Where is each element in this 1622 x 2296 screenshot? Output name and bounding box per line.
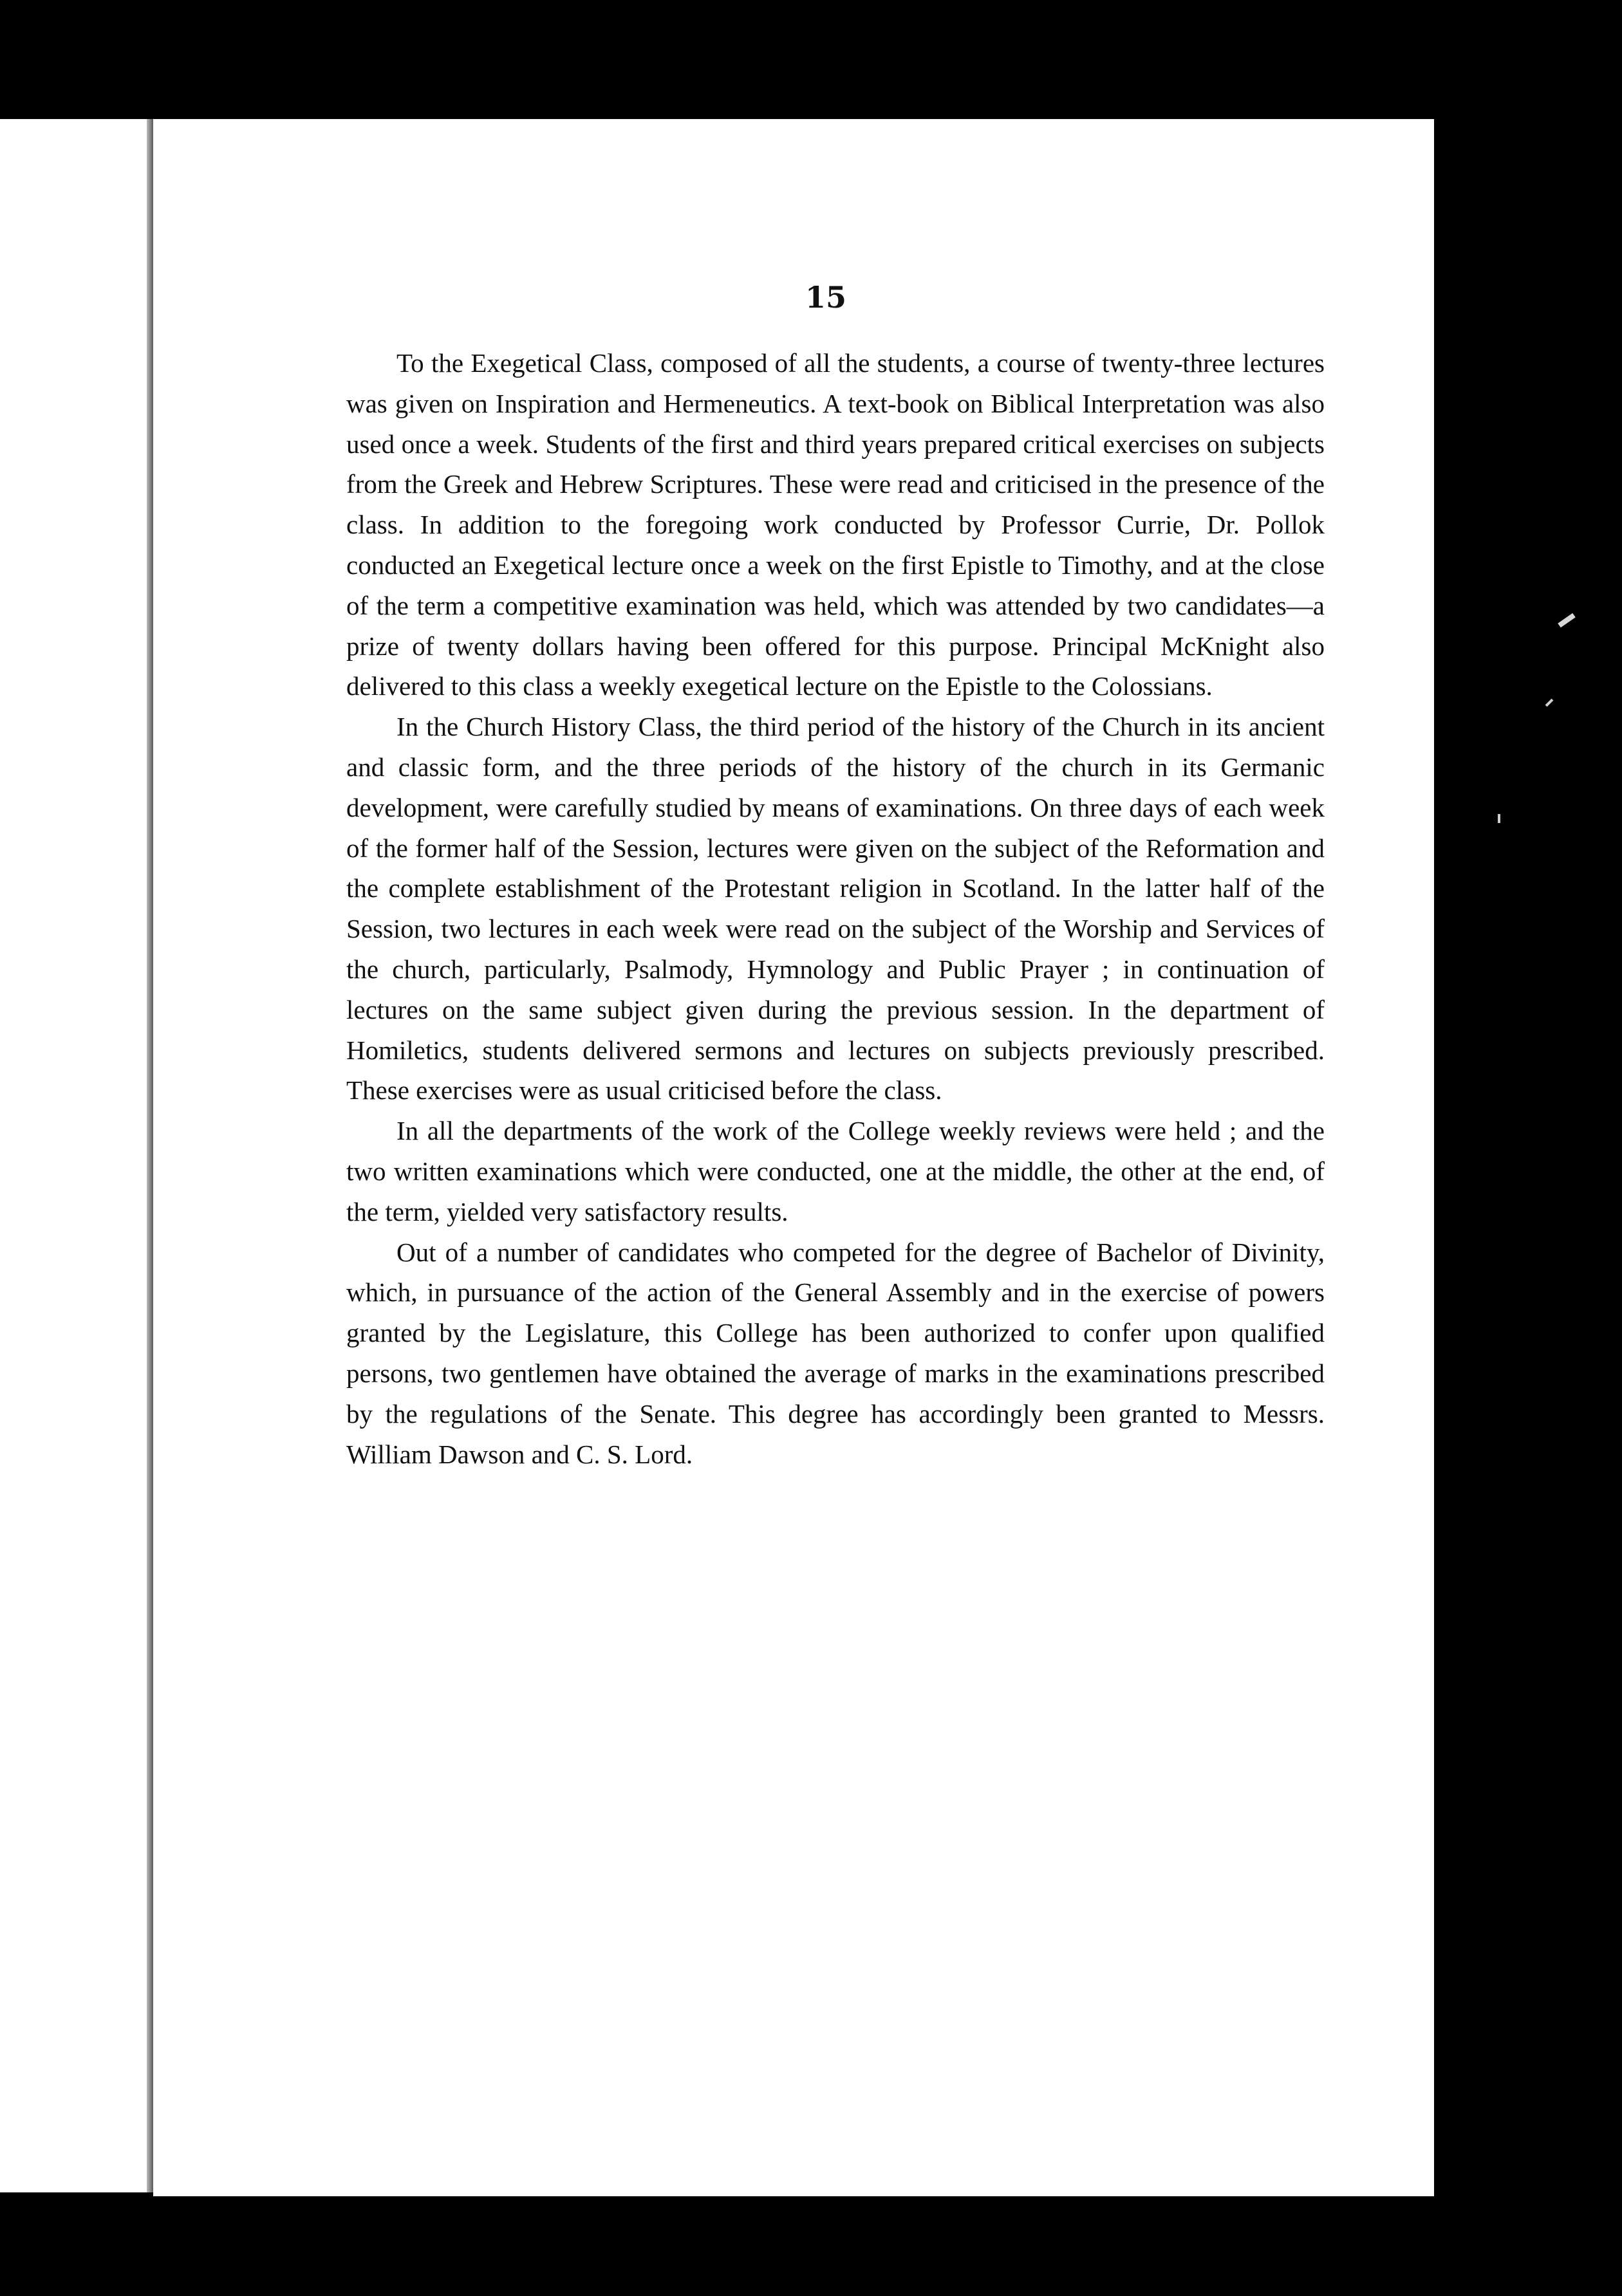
paragraph-college-reviews: In all the departments of the work of the College weekly reviews were held ; and the two written examinations which were conducted, one at the middle, the other at the end, of the term, yielded very satisfactory results. <box>346 1116 1325 1227</box>
body-text <box>346 343 1325 1474</box>
paragraph-exegetical-class: To the Exegetical Class, composed of all the students, a course of twenty-three lectures was given on Inspiration and Hermeneutics. A text-book on Biblical Interpretation was also used once a week. Students of the first and third years prepared critical exercises on subjects from the Greek and Hebrew Scriptures. These were read and criticised in the presence of the class. In addition to the foregoing work conducted by Professor Currie, Dr. Pollok conducted an Exegetical lecture once a week on the first Epistle to Timothy, and at the close of the term a competitive examination was held, which was attended by two candidates—a prize of twenty dollars having been offered for this purpose. Principal McKnight also delivered to this class a weekly exegetical lecture on the Epistle to the Colossians. <box>346 348 1325 701</box>
page-number: 15 <box>805 280 846 315</box>
left-page-edge <box>0 119 149 2192</box>
paragraph-bachelor-of-divinity: Out of a number of candidates who competed for the degree of Bachelor of Divinity, which, in pursuance of the action of the General Assembly and in the exercise of powers granted by the Legislature, this College has been authorized to confer upon qualified persons, two gentlemen have obtained the average of marks in the examinations prescribed by the regulations of the Senate. This degree has accordingly been granted to Messrs. William Dawson and C. S. Lord. <box>346 1237 1325 1469</box>
scan-speck <box>1558 613 1576 628</box>
document-page <box>153 119 1434 2196</box>
paragraph-church-history-class: In the Church History Class, the third period of the history of the Church in its ancient and classic form, and the three periods of the history of the church in its Germanic development, were carefully studied by means of examinations. On three days of each week of the former half of the Session, lectures were given on the subject of the Reformation and the complete establishment of the Protestant religion in Scotland. In the latter half of the Session, two lectures in each week were read on the subject of the Worship and Services of the church, particularly, Psalmody, Hymnology and Public Prayer ; in continuation of lectures on the same subject given during the previous session. In the department of Homiletics, students delivered sermons and lectures on subjects previously prescribed. These exercises were as usual criticised before the class. <box>346 712 1325 1106</box>
scan-speck <box>1498 814 1500 823</box>
book-gutter <box>147 119 153 2192</box>
scan-speck <box>1545 699 1554 707</box>
